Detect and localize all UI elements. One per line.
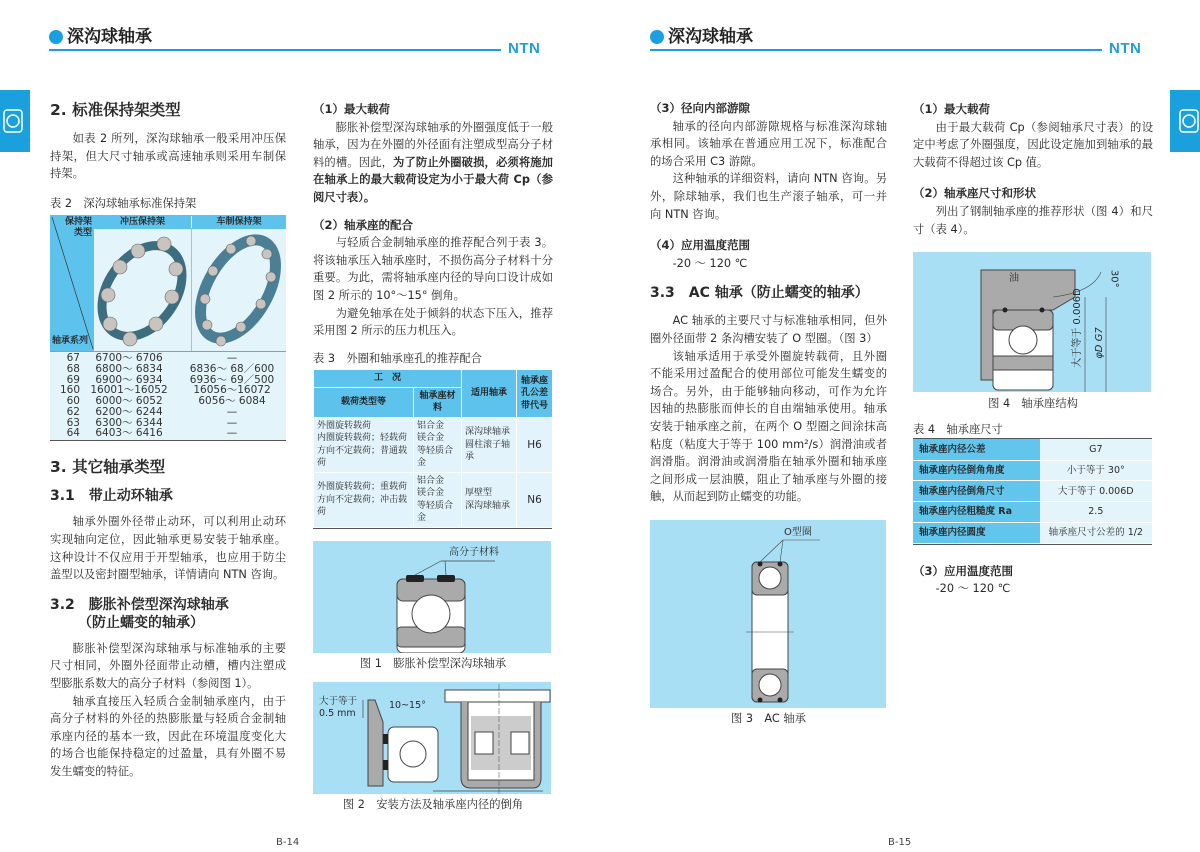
fig4-oil-label: 油: [1009, 273, 1019, 285]
page-number-left: B-14: [276, 837, 300, 848]
bearing: 厚壁型 深沟球轴承: [462, 472, 517, 527]
fig4-dim2: φD G7: [1094, 327, 1105, 359]
figure-4-caption: 图 4 轴承座结构: [988, 397, 1078, 411]
table3-caption: 表 3 外圈和轴承座孔的推荐配合: [313, 351, 482, 365]
housing-fit-heading: （2）轴承座的配合: [313, 217, 414, 232]
fig4-dim1: 大于等于 0.006D: [1072, 288, 1083, 368]
header-bullet-icon: [650, 30, 664, 44]
fig2-label-2: 0.5 mm: [319, 708, 356, 720]
table-row: [314, 417, 553, 472]
temp-value: -20 ～ 120 ℃: [672, 256, 748, 270]
table2-body: [50, 353, 286, 439]
stamped-range: 6700～ 6706: [95, 352, 163, 365]
machined-range: 6836～ 68／600: [189, 363, 275, 376]
section-3-1-para: 轴承外圈外径带止动环，可以利用止动环实现轴向定位，因此轴承更易安装于轴承座。这种设计不仅应用于开型轴承，也应用于防尘盖型以及密封圈型轴承，详情请向 NTN 咨询。: [50, 515, 286, 582]
figure-3-caption: 图 3 AC 轴承: [731, 711, 806, 725]
section-3-3-heading: 3.3 AC 轴承（防止蠕变的轴承）: [650, 285, 869, 302]
stamped-range: 6403～ 6416: [95, 427, 163, 440]
value: 大于等于 0.006D: [1040, 481, 1152, 502]
table-row: [50, 428, 286, 439]
series: 67: [66, 352, 80, 365]
header-title: 深沟球轴承: [668, 27, 753, 47]
header-rule: [650, 49, 1102, 51]
figure-3: [650, 520, 886, 708]
value: G7: [1040, 439, 1152, 460]
machined-range: —: [226, 405, 238, 418]
figure-1-caption: 图 1 膨胀补偿型深沟球轴承: [359, 656, 507, 670]
key: 轴承座内径圆度: [913, 523, 1040, 544]
table-row: [913, 481, 1152, 502]
header-title: 深沟球轴承: [67, 27, 152, 47]
ntn-logo: NTN: [508, 40, 541, 57]
fig2-angle: 10~15°: [389, 700, 426, 712]
table2-col-machined: 车制保持架: [191, 216, 286, 228]
key: 轴承座内径公差: [913, 439, 1040, 460]
machined-range: —: [226, 352, 238, 365]
section-3-2-para1: 膨胀补偿型深沟球轴承与标准轴承的主要尺寸相同，外圈外径面带止动槽，槽内注塑成型膨胀系数大的高分子材料（参阅图 1）。: [50, 641, 286, 690]
section-3-heading: 3. 其它轴承类型: [50, 458, 166, 477]
clearance-para1: 轴承的径向内部游隙规格与标准深沟球轴承相同。该轴承在普通应用工况下，标准配合的场合采用 C3 游隙。: [650, 119, 887, 168]
key: 轴承座内径倒角角度: [913, 460, 1040, 481]
figure-2: [313, 682, 551, 794]
table2-col-stamped: 冲压保持架: [119, 217, 165, 228]
temp-heading: （4）应用温度范围: [650, 238, 751, 253]
machined-range: —: [226, 416, 238, 429]
table-row: [913, 460, 1152, 481]
series: 62: [66, 405, 80, 418]
stamped-range: 6300～ 6344: [95, 416, 163, 429]
section-3-2-subheading: （防止蠕变的轴承）: [78, 614, 204, 631]
t3-load-header: 载荷类型等: [314, 387, 414, 417]
figure-4: [913, 252, 1151, 392]
clearance-para2: 这种轴承的详细资料，请向 NTN 咨询。另外，除球轴承，我们也生产滚子轴承，可一并向 NTN 咨询。: [650, 172, 887, 221]
material: 铝合金 镁合金 等轻质合金: [414, 472, 462, 527]
r-temp-heading: （3）应用温度范围: [913, 563, 1014, 578]
fig4-angle: 30°: [1108, 270, 1120, 288]
value: 2.5: [1040, 502, 1152, 523]
section-3-3-para2: 该轴承适用于承受外圈旋转载荷，且外圈不能采用过盈配合的使用部位可能发生蠕变的场合。另外，由于能够轴向移动，可作为允许因轴的热膨胀而伸长的自由端轴承使用。轴承安装于轴承座之前，在两个 O 型圈之间涂抹高粘度（粘度大于等于 100 mm²/s）润滑油或者润滑脂。润滑油或润滑脂在轴承外圈和轴承座之间形成一层油膜，阻止了轴承座与外圈的接触，从而起到防止蠕变的功能。: [650, 349, 887, 504]
table-row: [314, 472, 553, 527]
clearance-heading: （3）径向内部游隙: [650, 101, 751, 115]
t3-bearing-header: 适用轴承: [462, 370, 517, 418]
series: 64: [66, 427, 80, 440]
r-temp-value: -20 ～ 120 ℃: [935, 582, 1011, 596]
fig3-label: O型圈: [784, 526, 812, 538]
machined-range: 6056～ 6084: [198, 395, 266, 408]
housing-size-para: 列出了钢制轴承座的推荐形状（图 4）和尺寸（表 4）。: [913, 204, 1153, 236]
housing-fit-para2: 为避免轴承在处于倾斜的状态下压入，推荐采用图 2 所示的压力机压入。: [313, 306, 553, 338]
figure-2-caption: 图 2 安装方法及轴承座内径的倒角: [342, 798, 524, 812]
header-rule: [49, 49, 501, 51]
r-max-load-para: 由于最大载荷 Cp（参阅轴承尺寸表）的设定中考虑了外圈强度，因此设定施加到轴承的最大载荷不得超过该 Cp 值。: [913, 120, 1153, 169]
table-row: [913, 502, 1152, 523]
series: 68: [66, 363, 80, 376]
stamped-range: 6200～ 6244: [95, 405, 163, 418]
section-tab-bearing-icon: [1170, 90, 1200, 152]
housing-size-heading: （2）轴承座尺寸和形状: [913, 186, 1037, 201]
max-load-heading: （1）最大载荷: [313, 102, 391, 116]
load: 外圈旋转载荷 内圈旋转载荷；轻载荷 方向不定载荷；普通载荷: [314, 417, 414, 472]
table3: [313, 369, 552, 529]
stamped-range: 16001～16052: [90, 384, 168, 397]
series: 69: [66, 373, 80, 386]
section-3-3-para1: AC 轴承的主要尺寸与标准轴承相同，但外圈外径面带 2 条沟槽安装了 O 型圈。（图 3）: [650, 314, 887, 345]
fig2-label-1: 大于等于: [319, 696, 358, 708]
table-row: [50, 396, 286, 407]
section-2-para: 如表 2 所列，深沟球轴承一般采用冲压保持架，但大尺寸轴承或高速轴承则采用车制保持架。: [50, 132, 286, 181]
machined-range: 6936～ 69／500: [189, 373, 275, 386]
machined-cage-image: [191, 229, 286, 351]
fig1-label: 高分子材料: [449, 546, 499, 558]
section-tab-bearing-icon: [0, 90, 30, 152]
stamped-range: 6000～ 6052: [95, 395, 163, 408]
tolerance: H6: [517, 417, 553, 472]
machined-range: —: [226, 427, 238, 440]
load: 外圈旋转载荷；重载荷 方向不定载荷；冲击载荷: [314, 472, 414, 527]
table2: [50, 215, 286, 441]
stamped-range: 6800～ 6834: [95, 363, 163, 376]
page-number-right: B-15: [888, 837, 912, 848]
housing-fit-para1: 与轻质合金制轴承座的推荐配合列于表 3。将该轴承压入轴承座时，不损伤高分子材料十分重要。为此，需将轴承座内径的导向口设计成如图 2 所示的 10°～15° 倒角。: [313, 236, 553, 302]
table2-corner-bottom: 轴承系列: [52, 336, 89, 347]
section-2-heading: 2. 标准保持架类型: [50, 101, 181, 119]
table4-caption: 表 4 轴承座尺寸: [913, 422, 1003, 436]
r-max-load-heading: （1）最大载荷: [913, 102, 991, 116]
header-bullet-icon: [49, 30, 63, 44]
section-3-1-heading: 3.1 带止动环轴承: [50, 488, 173, 505]
tolerance: N6: [517, 472, 553, 527]
ntn-logo: NTN: [1109, 40, 1142, 57]
figure-1: [313, 541, 551, 653]
material: 铝合金 镁合金 等轻质合金: [414, 417, 462, 472]
machined-range: 16056～16072: [193, 384, 271, 397]
table2-corner-top: 保持架类型: [64, 217, 92, 239]
table2-caption: 表 2 深沟球轴承标准保持架: [50, 196, 197, 210]
t3-mat-header: 轴承座材料: [414, 387, 462, 417]
key: 轴承座内径粗糙度 Ra: [913, 502, 1040, 523]
t3-tol-header: 轴承座孔公差带代号: [517, 370, 553, 418]
max-load-para: 膨胀补偿型深沟球轴承的外圈强度低于一般轴承，因为在外圈的外径面有注塑成型高分子材料的槽。因此，: [313, 120, 553, 169]
bearing: 深沟球轴承 圆柱滚子轴承: [462, 417, 517, 472]
table-row: [50, 418, 286, 429]
section-3-2-para2: 轴承直接压入轻质合金制轴承座内，由于高分子材料的外径的热膨胀量与轻质合金制轴承座内径的基本一致，因此在环境温度变化大的场合也能保持稳定的过盈量，具有外圈不易发生蠕变的特征。: [50, 694, 286, 778]
series: 160: [59, 384, 80, 397]
section-3-2-heading: 3.2 膨胀补偿型深沟球轴承: [50, 596, 229, 613]
max-load-bold: 为了防止外圈破损，必须将施加在轴承上的最大载荷设定为小于最大荷 Cp（参阅尺寸表）。: [313, 155, 553, 204]
series: 60: [66, 395, 80, 408]
table-row: [913, 523, 1152, 544]
t3-group-header: 工 况: [314, 370, 462, 388]
value: 轴承座尺寸公差的 1/2: [1040, 523, 1152, 544]
table-row: [50, 407, 286, 418]
table-row: [913, 439, 1152, 460]
key: 轴承座内径倒角尺寸: [913, 481, 1040, 502]
table4: [913, 438, 1152, 544]
value: 小于等于 30°: [1040, 460, 1152, 481]
series: 63: [66, 416, 80, 429]
stamped-range: 6900～ 6934: [95, 373, 163, 386]
stamped-cage-image: [94, 229, 191, 351]
